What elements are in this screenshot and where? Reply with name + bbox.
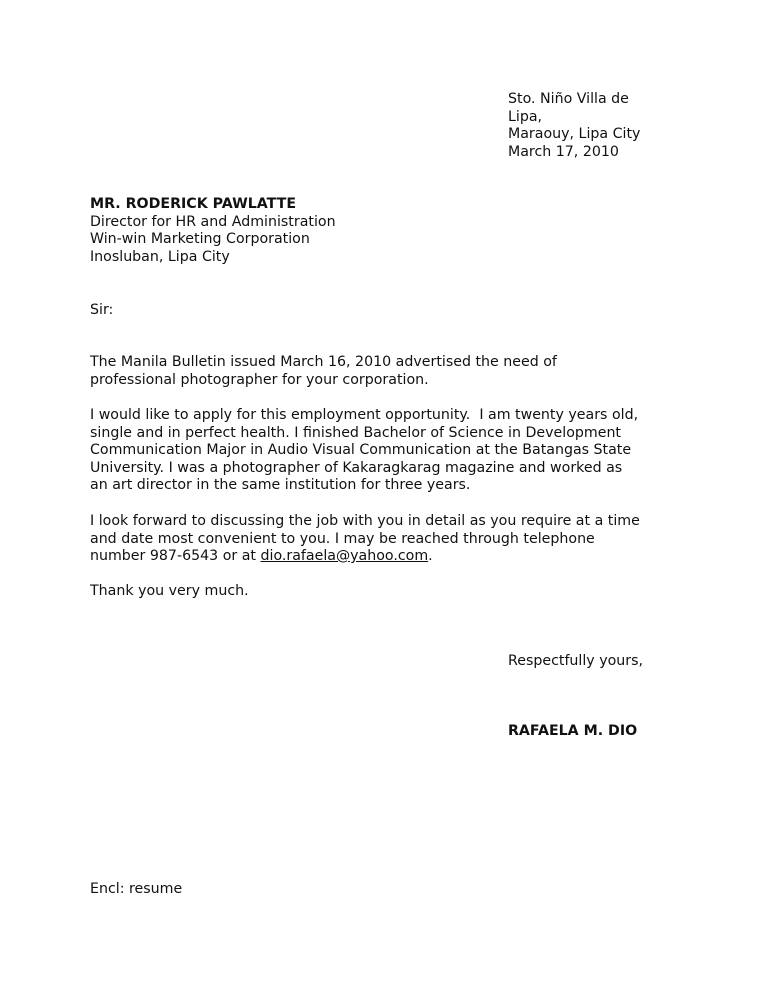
paragraph-line: Communication Major in Audio Visual Communication at the Batangas State xyxy=(90,442,632,458)
signature-name xyxy=(508,723,637,741)
paragraph-line xyxy=(90,548,690,566)
recipient-block xyxy=(90,196,336,266)
paragraph-line: The Manila Bulletin issued March 16, 2010 advertised the need of xyxy=(90,354,557,370)
contact-prefix: number 987-6543 or at xyxy=(90,548,261,564)
recipient-company: Win-win Marketing Corporation xyxy=(90,231,310,247)
paragraph-line: single and in perfect health. I finished Bachelor of Science in Development xyxy=(90,424,621,441)
enclosure-note xyxy=(90,881,182,899)
sender-address-line: Maraouy, Lipa City xyxy=(508,126,641,142)
paragraph-line: I look forward to discussing the job with you in detail as you require at a time xyxy=(90,513,640,529)
sender-address-line: Sto. Niño Villa de xyxy=(508,91,629,107)
sender-address-line: Lipa, xyxy=(508,108,543,125)
recipient-name: MR. RODERICK PAWLATTE xyxy=(90,196,297,212)
paragraph-line: University. I was a photographer of Kakaragkarag magazine and worked as xyxy=(90,459,623,476)
letter-date: March 17, 2010 xyxy=(508,143,619,160)
paragraph-line: professional photographer for your corporation. xyxy=(90,371,429,388)
contact-suffix: . xyxy=(428,548,433,564)
paragraph-thanks xyxy=(90,583,690,601)
paragraph-line: and date most convenient to you. I may be reached through telephone xyxy=(90,530,595,547)
paragraph-contact xyxy=(90,513,690,566)
signature-text: RAFAELA M. DIO xyxy=(508,723,638,739)
paragraph-advertisement xyxy=(90,354,690,389)
closing xyxy=(508,653,643,671)
paragraph-line: Thank you very much. xyxy=(90,583,249,599)
recipient-title: Director for HR and Administration xyxy=(90,213,336,230)
recipient-address: Inosluban, Lipa City xyxy=(90,248,230,265)
paragraph-line: I would like to apply for this employment opportunity. I am twenty years old, xyxy=(90,407,639,423)
closing-text: Respectfully yours, xyxy=(508,653,644,669)
sender-address xyxy=(508,91,640,161)
salutation-text: Sir: xyxy=(90,302,114,318)
enclosure-text: Encl: resume xyxy=(90,881,183,897)
paragraph-line: an art director in the same institution for three years. xyxy=(90,477,471,493)
paragraph-qualifications xyxy=(90,407,690,495)
salutation xyxy=(90,302,113,320)
email-link[interactable]: dio.rafaela@yahoo.com xyxy=(260,548,429,564)
